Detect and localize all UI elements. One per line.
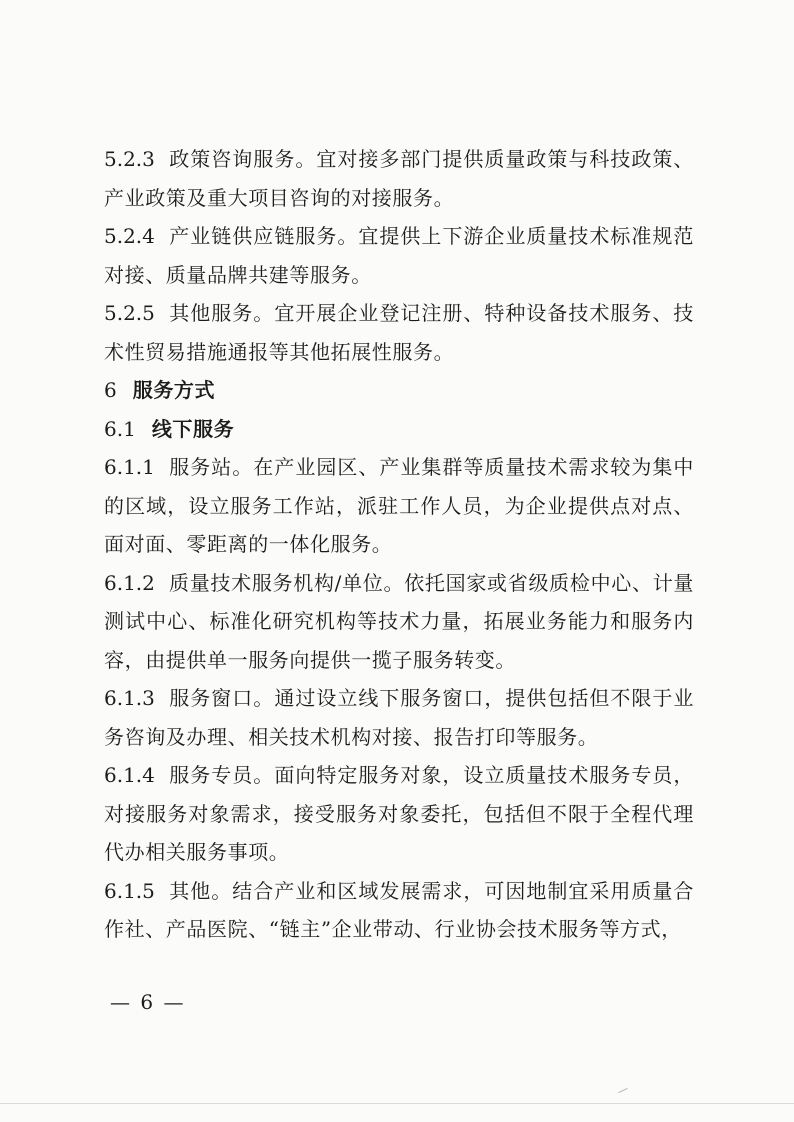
section-heading-6-1: [104, 410, 694, 449]
clause-6-1-4: [104, 756, 694, 872]
clause-number: 6.1.3: [104, 686, 155, 710]
clause-text: 其他服务。宜开展企业登记注册、特种设备技术服务、技术性贸易措施通报等其他拓展性服务。: [104, 301, 694, 364]
section-number: 6.1: [104, 416, 136, 441]
section-title: 线下服务: [151, 416, 235, 441]
clause-5-2-4: [104, 217, 694, 294]
scan-mark: [618, 1088, 627, 1093]
clause-6-1-2: [104, 564, 694, 680]
clause-number: 5.2.3: [104, 147, 155, 171]
clause-text: 其他。结合产业和区域发展需求，可因地制宜采用质量合作社、产品医院、“链主”企业带动、行业协会技术服务等方式，: [104, 878, 694, 941]
section-heading-6: [104, 371, 694, 410]
clause-6-1-5: [104, 872, 694, 949]
clause-number: 5.2.5: [104, 301, 155, 325]
clause-text: 质量技术服务机构/单位。依托国家或省级质检中心、计量测试中心、标准化研究机构等技术力量，拓展业务能力和服务内容，由提供单一服务向提供一揽子服务转变。: [104, 570, 694, 672]
clause-text: 产业链供应链服务。宜提供上下游企业质量技术标准规范对接、质量品牌共建等服务。: [104, 224, 694, 287]
section-title: 服务方式: [132, 378, 216, 402]
scan-edge-line: [0, 1103, 794, 1104]
page-number: — 6 —: [110, 990, 186, 1014]
clause-5-2-5: [104, 294, 694, 371]
clause-number: 5.2.4: [104, 224, 155, 248]
clause-6-1-3: [104, 679, 694, 756]
clause-number: 6.1.2: [104, 570, 155, 595]
clause-6-1-1: [104, 448, 694, 564]
body-text: [104, 140, 694, 949]
clause-number: 6.1.4: [104, 763, 155, 787]
clause-text: 服务站。在产业园区、产业集群等质量技术需求较为集中的区域，设立服务工作站，派驻工作人员，为企业提供点对点、面对面、零距离的一体化服务。: [104, 455, 694, 556]
clause-number: 6.1.1: [104, 455, 155, 479]
clause-number: 6.1.5: [104, 878, 155, 903]
clause-text: 服务窗口。通过设立线下服务窗口，提供包括但不限于业务咨询及办理、相关技术机构对接、报告打印等服务。: [104, 686, 694, 749]
section-number: 6: [104, 378, 117, 402]
clause-text: 服务专员。面向特定服务对象，设立质量技术服务专员，对接服务对象需求，接受服务对象委托，包括但不限于全程代理代办相关服务事项。: [104, 763, 694, 864]
clause-5-2-3: [104, 140, 694, 217]
clause-text: 政策咨询服务。宜对接多部门提供质量政策与科技政策、产业政策及重大项目咨询的对接服务。: [104, 147, 694, 210]
